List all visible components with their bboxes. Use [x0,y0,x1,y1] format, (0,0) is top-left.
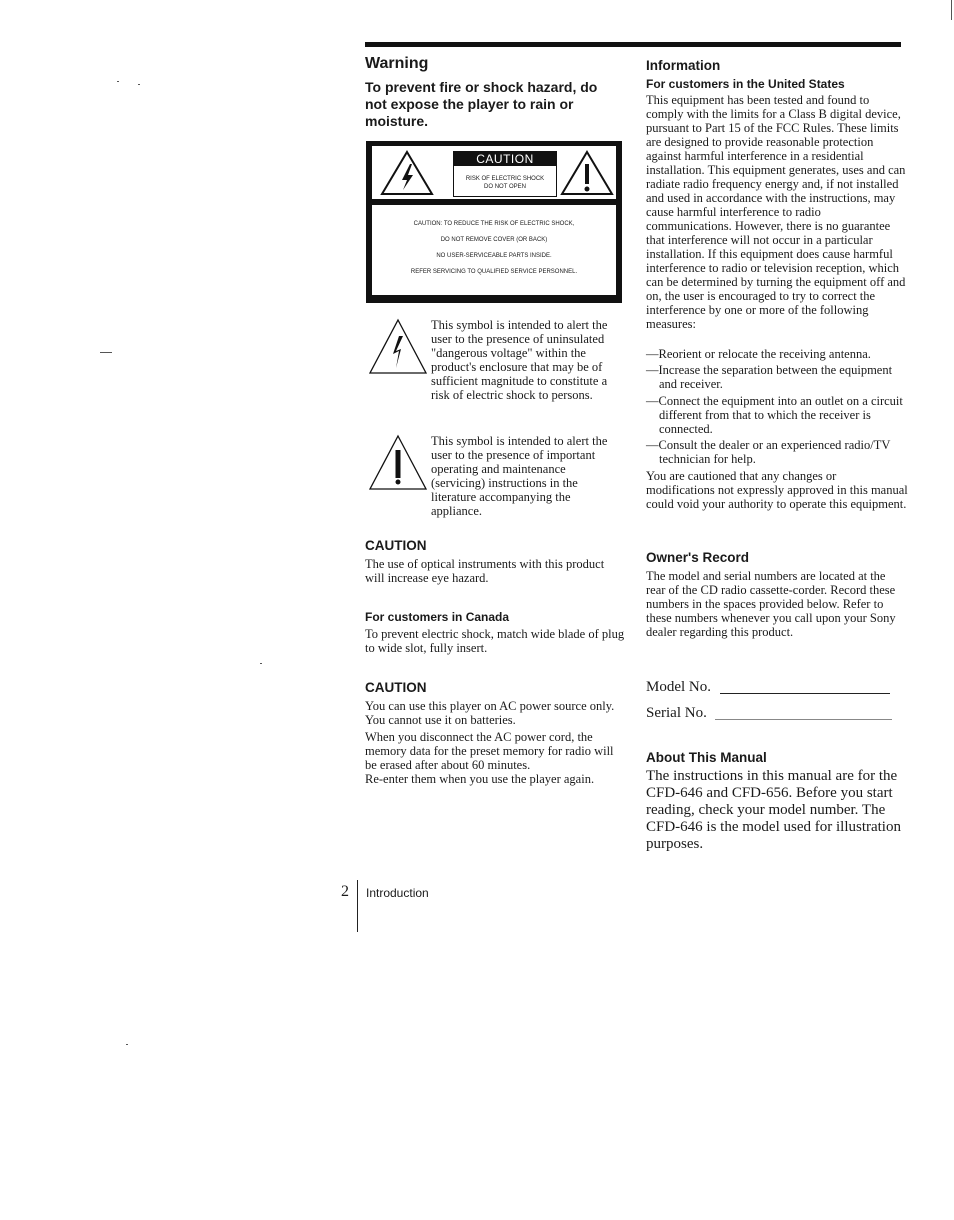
lightning-symbol-text: This symbol is intended to alert the user to the presence of uninsulated "dangerous voltage" within the product's enclosure that may be of sufficient magnitude to constitute a risk of electric shock to persons. [431,318,608,402]
information-text: This equipment has been tested and found to comply with the limits for a Class B digital device, pursuant to Part 15 of the FCC Rules. These limits are designed to provide reasonable protection against harmful interference in a residential installation. This equipment generates, uses and can radiate radio frequency energy and, if not installed and used in accordance with the instructions, may cause harmful interference to radio communications. However, there is no guarantee that interference will not occur in a particular installation. If this equipment does cause harmful interference to radio or television reception, which can be determined by turning the equipment off and on, the user is encouraged to try to correct the interference by one or more of the following measures: [646,93,906,331]
exclamation-triangle-icon [560,150,614,196]
measure-item-4: —Consult the dealer or an experienced radio/TV technician for help. [646,438,891,466]
canada-heading: For customers in Canada [365,610,510,624]
exclamation-symbol-text: This symbol is intended to alert the user to the presence of important operating and maintenance (servicing) instructions in the literature accompanying the appliance. [431,434,608,518]
scan-speck [951,0,952,20]
caution-bottom-line-1: CAUTION: TO REDUCE THE RISK OF ELECTRIC SHOCK, [413,221,575,227]
lightning-symbol-icon [368,318,428,376]
caution-label [453,151,557,197]
caution-label-line-2: DO NOT OPEN [484,184,526,190]
page-number: 2 [341,883,349,900]
about-manual-heading: About This Manual [646,750,767,765]
serial-number-line [715,719,892,720]
caution-text-2a: You can use this player on AC power source only. You cannot use it on batteries. [365,699,615,727]
measure-item-3: —Connect the equipment into an outlet on a circuit different from that to which the receiver is connected. [646,394,903,436]
warning-heading: Warning [365,55,429,72]
model-number-label: Model No. [646,679,711,695]
caution-heading-2: CAUTION [365,680,427,695]
caution-text-1: The use of optical instruments with this product will increase eye hazard. [365,557,605,585]
caution-label-top-panel [372,146,616,199]
owners-record-heading: Owner's Record [646,550,749,565]
model-number-line [720,693,890,694]
scan-speck [138,84,140,85]
measure-item-2: —Increase the separation between the equipment and receiver. [646,363,893,391]
measure-item-1: —Reorient or relocate the receiving antenna. [646,347,871,361]
scan-speck [117,81,119,82]
warning-subtitle: To prevent fire or shock hazard, do not expose the player to rain or moisture. [365,79,598,129]
caution-bottom-line-4: REFER SERVICING TO QUALIFIED SERVICE PERSONNEL. [410,269,578,275]
serial-number-label: Serial No. [646,705,707,721]
caution-label-head: CAUTION [454,152,556,166]
header-rule [365,42,901,47]
section-label: Introduction [366,886,429,900]
caution-label-box [366,141,622,303]
caution-bottom-line-3: NO USER-SERVICEABLE PARTS INSIDE. [436,253,552,259]
caution-label-line-1: RISK OF ELECTRIC SHOCK [465,176,545,182]
exclamation-symbol-icon [368,434,428,492]
canada-text: To prevent electric shock, match wide blade of plug to wide slot, fully insert. [365,627,625,655]
information-subheading: For customers in the United States [646,77,845,91]
caution-bottom-line-2: DO NOT REMOVE COVER (OR BACK) [440,237,548,243]
caution-label-bottom-panel [372,205,616,295]
owners-record-text: The model and serial numbers are located at the rear of the CD radio cassette-corder. Record these numbers in the spaces provided below. Refer to these numbers whenever you call upon your Sony dealer regarding this product. [646,569,896,639]
about-manual-text: The instructions in this manual are for the CFD-646 and CFD-656. Before you start reading, check your model number. The CFD-646 is the model used for illustration purposes. [646,768,901,852]
scan-speck [126,1044,128,1045]
information-heading: Information [646,58,721,73]
caution-heading-1: CAUTION [365,538,427,553]
footer-rule [357,880,358,932]
caution-text-2b: When you disconnect the AC power cord, the memory data for the preset memory for radio will be erased after about 60 minutes. [365,730,614,772]
information-closing: You are cautioned that any changes or modifications not expressly approved in this manual could void your authority to operate this equipment. [646,469,908,511]
lightning-triangle-icon [380,150,434,196]
scan-speck [100,352,112,353]
scan-speck [260,663,262,664]
caution-text-2c: Re-enter them when you use the player again. [365,772,595,786]
